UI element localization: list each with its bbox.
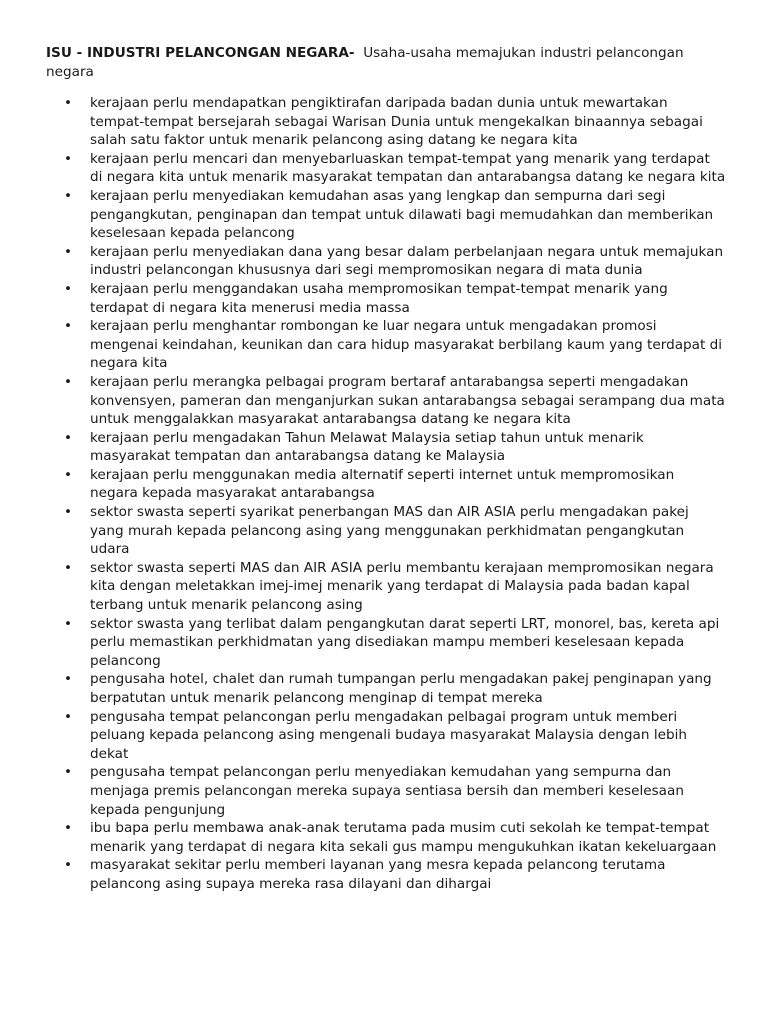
bullet-list bbox=[46, 94, 726, 894]
list-item-text: pengusaha tempat pelancongan perlu mengadakan pelbagai program untuk memberi peluang kepada pelancong asing mengenali budaya masyarakat Malaysia dengan lebih dekat bbox=[90, 708, 687, 762]
list-item bbox=[46, 317, 726, 373]
bullet-icon: • bbox=[64, 318, 73, 335]
list-item-text: sektor swasta seperti MAS dan AIR ASIA perlu membantu kerajaan mempromosikan negara kita dengan meletakkan imej-imej menarik yang terdapat di Malaysia pada badan kapal terbang untuk menarik pelancong asing bbox=[90, 559, 714, 614]
list-item bbox=[46, 466, 726, 503]
list-item bbox=[46, 670, 726, 707]
document-page bbox=[46, 44, 726, 894]
list-item bbox=[46, 187, 726, 243]
bullet-icon: • bbox=[64, 671, 73, 688]
list-item bbox=[46, 373, 726, 429]
bullet-icon: • bbox=[64, 429, 73, 446]
bullet-icon: • bbox=[64, 373, 73, 390]
bullet-icon: • bbox=[64, 243, 73, 260]
list-item-text: kerajaan perlu menggandakan usaha mempromosikan tempat-tempat menarik yang terdapat di negara kita menerusi media massa bbox=[90, 280, 668, 316]
bullet-icon: • bbox=[64, 504, 73, 521]
list-item bbox=[46, 763, 726, 819]
document-title: ISU - INDUSTRI PELANCONGAN NEGARA- bbox=[46, 45, 355, 61]
bullet-icon: • bbox=[64, 820, 73, 837]
bullet-icon: • bbox=[64, 466, 73, 483]
bullet-icon: • bbox=[64, 857, 73, 874]
list-item-text: kerajaan perlu mengadakan Tahun Melawat Malaysia setiap tahun untuk menarik masyarakat tempatan dan antarabangsa datang ke Malaysia bbox=[90, 429, 644, 465]
list-item bbox=[46, 559, 726, 615]
list-item-text: kerajaan perlu menghantar rombongan ke luar negara untuk mengadakan promosi mengenai keindahan, keunikan dan cara hidup masyarakat berbilang kaum yang terdapat di negara kita bbox=[90, 318, 723, 372]
list-item bbox=[46, 708, 726, 764]
list-item-text: sektor swasta yang terlibat dalam pengangkutan darat seperti LRT, monorel, bas, kereta api perlu memastikan perkhidmatan yang disediakan mampu memberi keselesaan kepada pelancong bbox=[90, 615, 720, 669]
list-item bbox=[46, 503, 726, 559]
bullet-icon: • bbox=[64, 187, 73, 204]
list-item bbox=[46, 819, 726, 856]
list-item bbox=[46, 615, 726, 671]
bullet-icon: • bbox=[64, 150, 73, 167]
list-item-text: kerajaan perlu menyediakan dana yang besar dalam perbelanjaan negara untuk memajukan industri pelancongan khususnya dari segi mempromosikan negara di mata dunia bbox=[90, 243, 724, 279]
list-item bbox=[46, 280, 726, 317]
bullet-icon: • bbox=[64, 615, 73, 632]
list-item-text: kerajaan perlu mencari dan menyebarluaskan tempat-tempat yang menarik yang terdapat di negara kita untuk menarik masyarakat tempatan dan antarabangsa datang ke negara kita bbox=[90, 150, 726, 186]
list-item-text: sektor swasta seperti syarikat penerbangan MAS dan AIR ASIA perlu mengadakan pakej yang murah kepada pelancong asing yang menggunakan perkhidmatan pengangkutan udara bbox=[90, 504, 689, 558]
list-item-text: pengusaha hotel, chalet dan rumah tumpangan perlu mengadakan pakej penginapan yang berpatutan untuk menarik pelancong menginap di tempat mereka bbox=[90, 671, 712, 706]
document-heading bbox=[46, 44, 726, 82]
list-item bbox=[46, 856, 726, 893]
list-item bbox=[46, 150, 726, 187]
list-item bbox=[46, 94, 726, 150]
bullet-icon: • bbox=[64, 708, 73, 725]
list-item-text: ibu bapa perlu membawa anak-anak terutama pada musim cuti sekolah ke tempat-tempat menarik yang terdapat di negara kita sekali gus mampu mengukuhkan ikatan kekeluargaan bbox=[90, 820, 717, 855]
list-item-text: kerajaan perlu menyediakan kemudahan asas yang lengkap dan sempurna dari segi pengangkutan, penginapan dan tempat untuk dilawati bagi memudahkan dan memberikan keselesaan kepada pelancong bbox=[90, 187, 714, 242]
list-item-text: masyarakat sekitar perlu memberi layanan yang mesra kepada pelancong terutama pelancong asing supaya mereka rasa dilayani dan dihargai bbox=[90, 857, 666, 892]
bullet-icon: • bbox=[64, 559, 73, 576]
list-item-text: pengusaha tempat pelancongan perlu menyediakan kemudahan yang sempurna dan menjaga premis pelancongan mereka supaya sentiasa bersih dan memberi keselesaan kepada pengunjung bbox=[90, 764, 684, 818]
bullet-icon: • bbox=[64, 95, 73, 111]
list-item-text: kerajaan perlu mendapatkan pengiktirafan daripada badan dunia untuk mewartakan tempat-tempat bersejarah sebagai Warisan Dunia untuk mengekalkan binaannya sebagai salah satu faktor untuk menarik pelancong asing datang ke negara kita bbox=[90, 95, 703, 149]
list-item-text: kerajaan perlu menggunakan media alternatif seperti internet untuk mempromosikan negara kepada masyarakat antarabangsa bbox=[90, 466, 675, 502]
list-item bbox=[46, 243, 726, 280]
document-subtitle: Usaha-usaha memajukan industri pelancongan negara bbox=[46, 45, 684, 80]
bullet-icon: • bbox=[64, 280, 73, 297]
list-item-text: kerajaan perlu merangka pelbagai program bertaraf antarabangsa seperti mengadakan konvensyen, pameran dan menganjurkan sukan antarabangsa sebagai serampang dua mata untuk menggalakkan masyarakat antarabangsa datang ke negara kita bbox=[90, 373, 725, 428]
bullet-icon: • bbox=[64, 764, 73, 781]
list-item bbox=[46, 429, 726, 466]
